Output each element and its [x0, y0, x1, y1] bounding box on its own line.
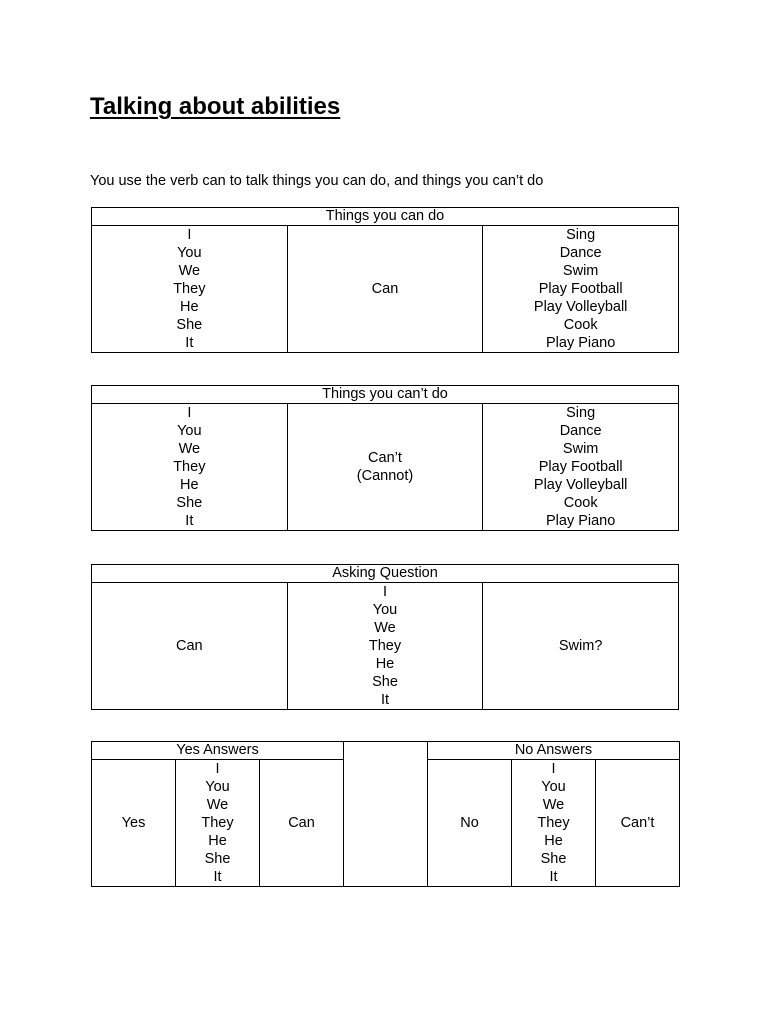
pronoun: She	[176, 317, 203, 333]
verb-cant: Can’t	[368, 450, 402, 466]
question-action-cell	[483, 583, 679, 710]
page-title: Talking about abilities	[90, 93, 341, 120]
activity: Cook	[563, 495, 598, 511]
question-table	[91, 564, 679, 710]
pronoun: We	[178, 441, 201, 457]
pronoun: They	[173, 459, 206, 475]
yes-answers-header: Yes Answers	[92, 742, 344, 760]
activity: Sing	[566, 405, 596, 421]
pronoun: He	[375, 656, 395, 672]
no-word: No	[460, 815, 479, 831]
verb-cannot: (Cannot)	[356, 468, 414, 484]
can-activity-cell	[483, 226, 679, 353]
pronoun: You	[541, 779, 566, 795]
no-pronoun-cell	[512, 760, 596, 887]
activity: Play Volleyball	[533, 477, 628, 493]
verb-cant: Can’t	[620, 815, 655, 831]
no-cell	[428, 760, 512, 887]
question-pronoun-cell	[287, 583, 483, 710]
pronoun: She	[372, 674, 398, 690]
pronoun-list	[288, 583, 483, 709]
no-verb-cell	[596, 760, 680, 887]
can-table	[91, 207, 679, 353]
question-table-header: Asking Question	[92, 565, 679, 583]
pronoun: It	[185, 513, 194, 529]
pronoun: It	[213, 869, 222, 885]
pronoun: He	[544, 833, 563, 849]
activity: Sing	[566, 227, 596, 243]
pronoun: He	[180, 477, 199, 493]
activity: Play Piano	[545, 513, 616, 529]
pronoun: You	[205, 779, 230, 795]
pronoun: He	[180, 299, 199, 315]
activity: Play Piano	[545, 335, 616, 351]
pronoun: You	[372, 602, 398, 618]
can-pronoun-cell	[92, 226, 288, 353]
cant-table-header: Things you can’t do	[92, 386, 679, 404]
yes-cell	[92, 760, 176, 887]
pronoun: I	[382, 584, 387, 600]
pronoun: I	[551, 761, 556, 777]
activity: Play Volleyball	[533, 299, 628, 315]
activity: Swim	[562, 263, 599, 279]
pronoun: They	[201, 815, 234, 831]
question-action: Swim?	[558, 638, 603, 654]
pronoun: They	[173, 281, 206, 297]
activity: Play Football	[538, 281, 623, 297]
answers-gap	[344, 742, 428, 887]
intro-text: You use the verb can to talk things you can do, and things you can’t do	[90, 173, 544, 189]
pronoun-list	[92, 404, 287, 530]
pronoun: He	[208, 833, 227, 849]
question-verb-cell	[92, 583, 288, 710]
pronoun-list	[512, 760, 595, 886]
pronoun: It	[380, 692, 390, 708]
cant-table	[91, 385, 679, 531]
activity-list	[483, 226, 678, 352]
can-table-header: Things you can do	[92, 208, 679, 226]
verb-can: Can	[371, 281, 399, 297]
pronoun: We	[178, 263, 201, 279]
yes-pronoun-cell	[176, 760, 260, 887]
pronoun: She	[204, 851, 231, 867]
pronoun: They	[368, 638, 402, 654]
pronoun: We	[374, 620, 396, 636]
pronoun-list	[176, 760, 259, 886]
activity: Play Football	[538, 459, 623, 475]
activity: Dance	[559, 423, 602, 439]
activity: Dance	[559, 245, 602, 261]
activity-list	[483, 404, 678, 530]
cant-activity-cell	[483, 404, 679, 531]
pronoun: They	[537, 815, 570, 831]
pronoun: She	[540, 851, 567, 867]
activity: Cook	[563, 317, 598, 333]
yes-verb-cell	[260, 760, 344, 887]
pronoun: She	[176, 495, 203, 511]
cant-verb-cell	[287, 404, 483, 531]
can-verb-cell	[287, 226, 483, 353]
pronoun: It	[185, 335, 194, 351]
cant-pronoun-cell	[92, 404, 288, 531]
activity: Swim	[562, 441, 599, 457]
pronoun: You	[177, 245, 202, 261]
pronoun: It	[549, 869, 558, 885]
pronoun: We	[206, 797, 229, 813]
yes-word: Yes	[121, 815, 146, 831]
pronoun: I	[215, 761, 220, 777]
pronoun: I	[187, 227, 192, 243]
pronoun-list	[92, 226, 287, 352]
pronoun: We	[542, 797, 565, 813]
pronoun: I	[187, 405, 192, 421]
no-answers-header: No Answers	[428, 742, 680, 760]
answers-table	[91, 741, 680, 887]
verb-can: Can	[288, 815, 315, 831]
verb-can: Can	[176, 638, 203, 654]
pronoun: You	[177, 423, 202, 439]
